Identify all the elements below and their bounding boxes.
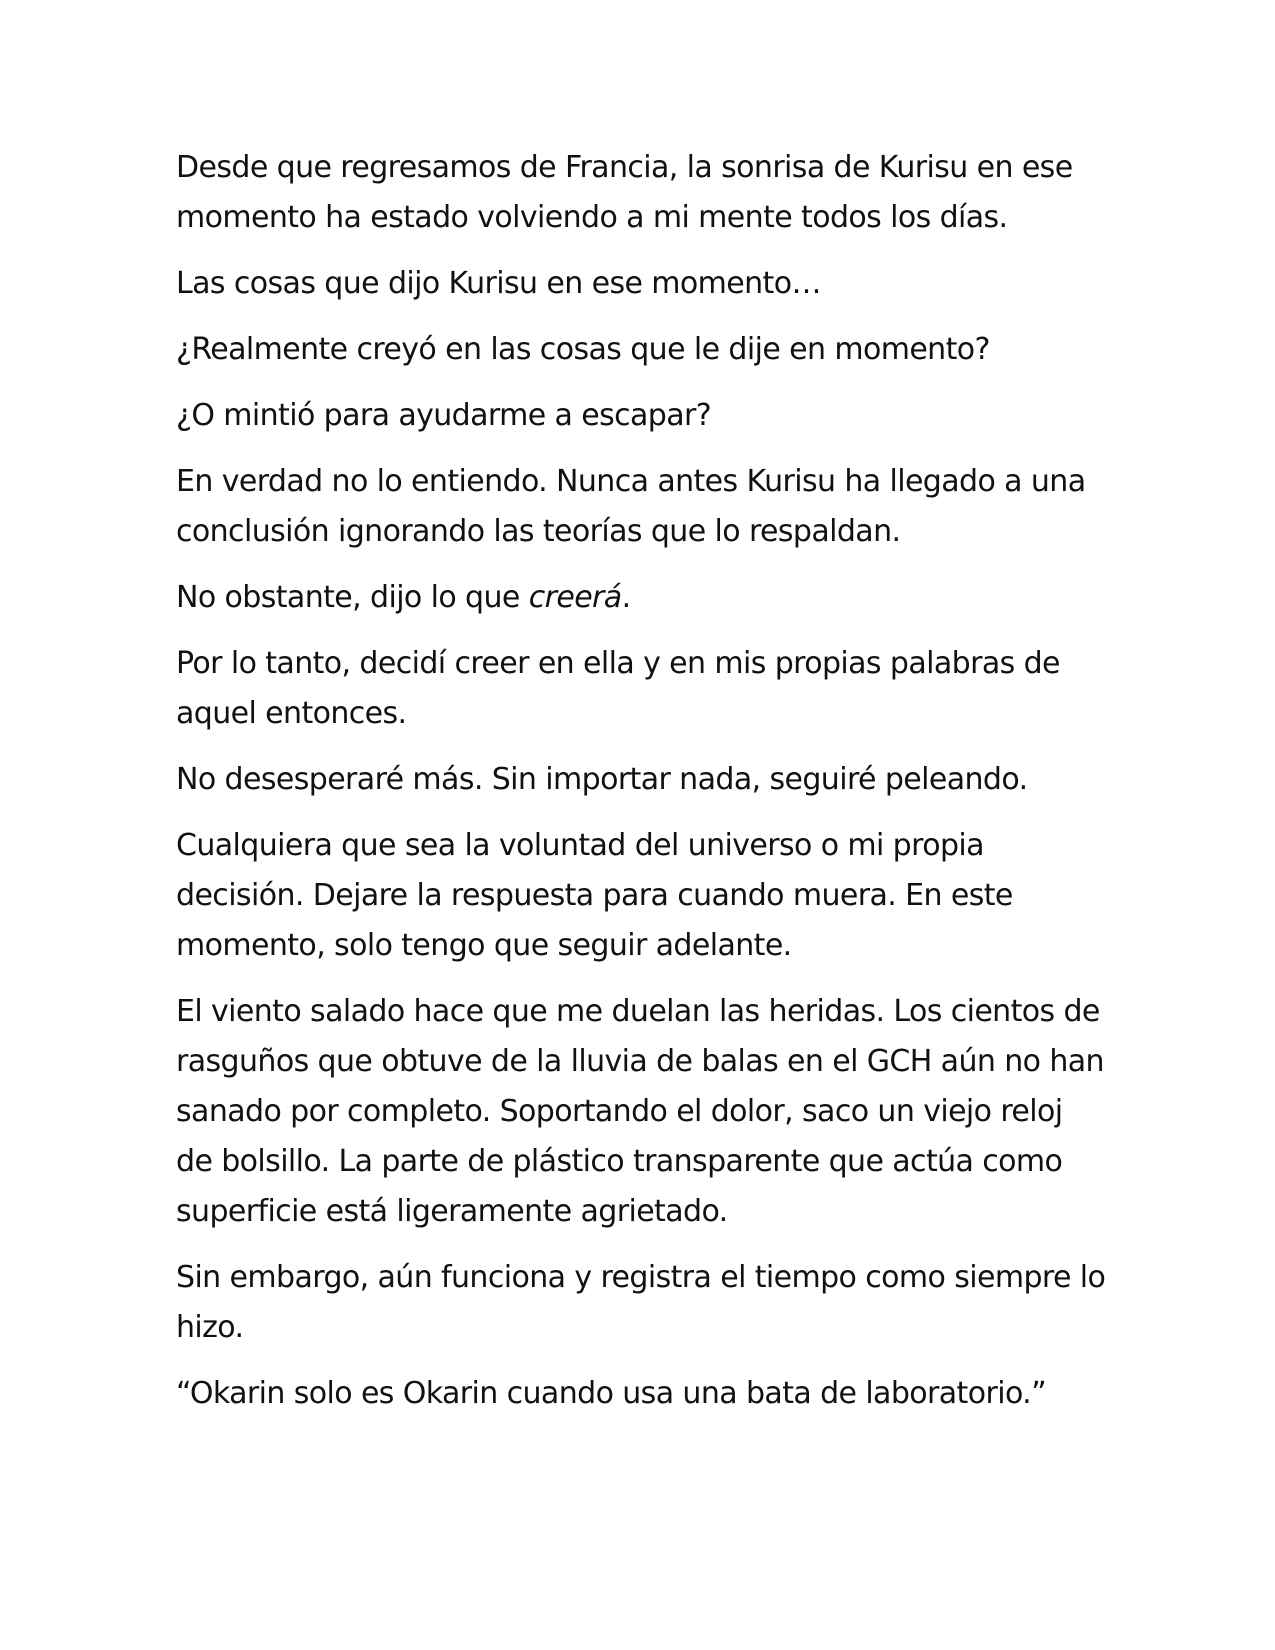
paragraph-6 [176, 573, 1106, 623]
paragraph-2: Las cosas que dijo Kurisu en ese momento… [176, 266, 821, 301]
paragraph-6-text: No obstante, dijo lo que [176, 580, 529, 615]
paragraph-4: ¿O mintió para ayudarme a escapar? [176, 398, 712, 433]
paragraph-10: El viento salado hace que me duelan las heridas. Los cientos de rasguños que obtuve de la lluvia de balas en el GCH aún no han sanado por completo. Soportando el dolor, saco un viejo reloj de bolsillo. La parte de plástico transparente que actúa como superficie está ligeramente agrietado. [176, 994, 1104, 1229]
paragraph-3: ¿Realmente creyó en las cosas que le dije en momento? [176, 332, 990, 367]
paragraph-6-end: . [621, 580, 631, 615]
italic-word: creerá [528, 580, 622, 615]
paragraph-11: Sin embargo, aún funciona y registra el tiempo como siempre lo hizo. [176, 1260, 1106, 1345]
paragraph-9: Cualquiera que sea la voluntad del universo o mi propia decisión. Dejare la respuesta para cuando muera. En este momento, solo tengo que seguir adelante. [176, 828, 1013, 963]
paragraph-8: No desesperaré más. Sin importar nada, seguiré peleando. [176, 762, 1028, 797]
paragraph-12: “Okarin solo es Okarin cuando usa una bata de laboratorio.” [176, 1376, 1047, 1411]
paragraph-1: Desde que regresamos de Francia, la sonrisa de Kurisu en ese momento ha estado volviendo a mi mente todos los días. [176, 150, 1073, 235]
paragraph-5: En verdad no lo entiendo. Nunca antes Kurisu ha llegado a una conclusión ignorando las teorías que lo respaldan. [176, 464, 1086, 549]
body-text [176, 143, 1106, 1435]
paragraph-7: Por lo tanto, decidí creer en ella y en mis propias palabras de aquel entonces. [176, 646, 1060, 731]
